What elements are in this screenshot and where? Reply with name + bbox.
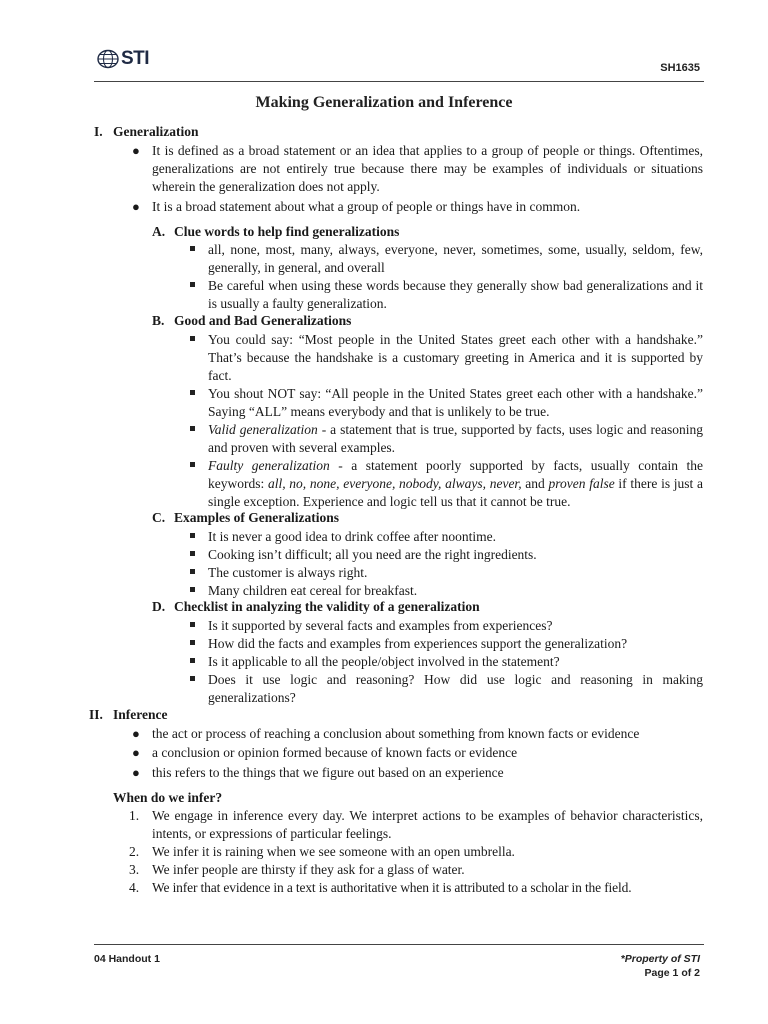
bullet-dot: ● xyxy=(132,745,140,760)
faulty-generalization-item xyxy=(208,457,703,511)
square-bullet-icon xyxy=(190,282,195,287)
section-label: Generalization xyxy=(113,124,199,139)
list-item: Does it use logic and reasoning? How did use logic and reasoning in making generalizations? xyxy=(208,672,703,705)
subsection-label: Checklist in analyzing the validity of a generalization xyxy=(174,599,480,614)
list-number: 2. xyxy=(129,844,140,859)
list-item: Be careful when using these words because they generally show bad generalizations and it is usually a faulty generalization. xyxy=(208,278,703,311)
globe-icon xyxy=(96,49,120,69)
faulty-definition-end: if there is just a single exception. Experience and logic tell us that it cannot be true. xyxy=(208,476,703,509)
square-bullet-icon xyxy=(190,390,195,395)
list-item: all, none, most, many, always, everyone, never, sometimes, some, usually, seldom, few, generally, in general, and overall xyxy=(208,242,703,275)
bullet-dot: ● xyxy=(132,726,140,741)
subheading-label: When do we infer? xyxy=(113,790,223,805)
subsection-label: Clue words to help find generalizations xyxy=(174,224,400,239)
list-item: It is never a good idea to drink coffee after noontime. xyxy=(208,529,497,544)
list-item: this refers to the things that we figure out based on an experience xyxy=(152,765,504,780)
list-item: You shout NOT say: “All people in the United States greet each other with a handshake.” Saying “ALL” means everybody and that is unlikely to be true. xyxy=(208,386,703,419)
subsection-label: Good and Bad Generalizations xyxy=(174,313,352,328)
subsection-letter: C. xyxy=(152,510,166,525)
document-code: SH1635 xyxy=(660,62,700,74)
subsection-label: Examples of Generalizations xyxy=(174,510,339,525)
square-bullet-icon xyxy=(190,569,195,574)
section-number: II. xyxy=(89,707,103,722)
subsection-letter: D. xyxy=(152,599,166,614)
list-item: Many children eat cereal for breakfast. xyxy=(208,583,418,598)
faulty-term: Faulty generalization xyxy=(208,458,330,473)
square-bullet-icon xyxy=(190,640,195,645)
subsection-letter: A. xyxy=(152,224,166,239)
list-number: 1. xyxy=(129,808,140,823)
list-number: 4. xyxy=(129,880,140,895)
faulty-keywords: all, no, none, everyone, nobody, always, never, xyxy=(267,476,522,491)
square-bullet-icon xyxy=(190,676,195,681)
list-item: Is it supported by several facts and examples from experiences? xyxy=(208,618,553,633)
square-bullet-icon xyxy=(190,587,195,592)
square-bullet-icon xyxy=(190,551,195,556)
valid-generalization-item xyxy=(208,421,703,457)
list-item: the act or process of reaching a conclusion about something from known facts or evidence xyxy=(152,726,640,741)
numbered-item: We engage in inference every day. We interpret actions to be examples of behavior characteristics, intents, or expressions of particular feelings. xyxy=(152,808,703,841)
valid-definition: - a statement that is true, supported by facts, uses logic and reasoning and proven with several examples. xyxy=(208,422,703,455)
list-item: Cooking isn’t difficult; all you need are the right ingredients. xyxy=(208,547,537,562)
list-item: You could say: “Most people in the United States greet each other with a handshake.” That’s because the handshake is a customary greeting in America and it is supported by fact. xyxy=(208,332,703,383)
section-label: Inference xyxy=(113,707,168,722)
page-header xyxy=(94,46,704,82)
page-title: Making Generalization and Inference xyxy=(255,94,513,111)
faulty-definition: - a statement poorly supported by facts, usually contain the keywords: xyxy=(208,458,703,491)
numbered-item: We infer people are thirsty if they ask for a glass of water. xyxy=(152,862,465,877)
list-item: How did the facts and examples from experiences support the generalization? xyxy=(208,636,628,651)
numbered-item: We infer that evidence in a text is authoritative when it is attributed to a scholar in the field. xyxy=(152,880,632,895)
page-footer xyxy=(94,944,704,979)
faulty-and: and xyxy=(521,476,549,491)
square-bullet-icon xyxy=(190,622,195,627)
bullet-dot: ● xyxy=(132,143,140,158)
square-bullet-icon xyxy=(190,658,195,663)
subsection-letter: B. xyxy=(152,313,165,328)
sti-logo xyxy=(96,48,149,70)
square-bullet-icon xyxy=(190,246,195,251)
numbered-item: We infer it is raining when we see someone with an open umbrella. xyxy=(152,844,515,859)
page-number: Page 1 of 2 xyxy=(644,967,700,979)
square-bullet-icon xyxy=(190,336,195,341)
square-bullet-icon xyxy=(190,533,195,538)
section-number: I. xyxy=(94,124,103,139)
faulty-proven-false: proven false xyxy=(548,476,615,491)
bullet-dot: ● xyxy=(132,765,140,780)
square-bullet-icon xyxy=(190,426,195,431)
bullet-dot: ● xyxy=(132,199,140,214)
list-item: It is a broad statement about what a group of people or things have in common. xyxy=(152,199,581,214)
square-bullet-icon xyxy=(190,462,195,467)
handout-label: 04 Handout 1 xyxy=(94,953,160,965)
list-item: The customer is always right. xyxy=(208,565,368,580)
list-item: Is it applicable to all the people/object involved in the statement? xyxy=(208,654,560,669)
property-label: *Property of STI xyxy=(620,953,700,965)
list-item: It is defined as a broad statement or an idea that applies to a group of people or things. Oftentimes, generalizations are not entirely true because there may be examples of individuals or situations wherein the generalization does not apply. xyxy=(152,143,703,194)
valid-term: Valid generalization xyxy=(208,422,318,437)
list-number: 3. xyxy=(129,862,140,877)
logo-text: STI xyxy=(121,48,150,69)
list-item: a conclusion or opinion formed because of known facts or evidence xyxy=(152,745,518,760)
